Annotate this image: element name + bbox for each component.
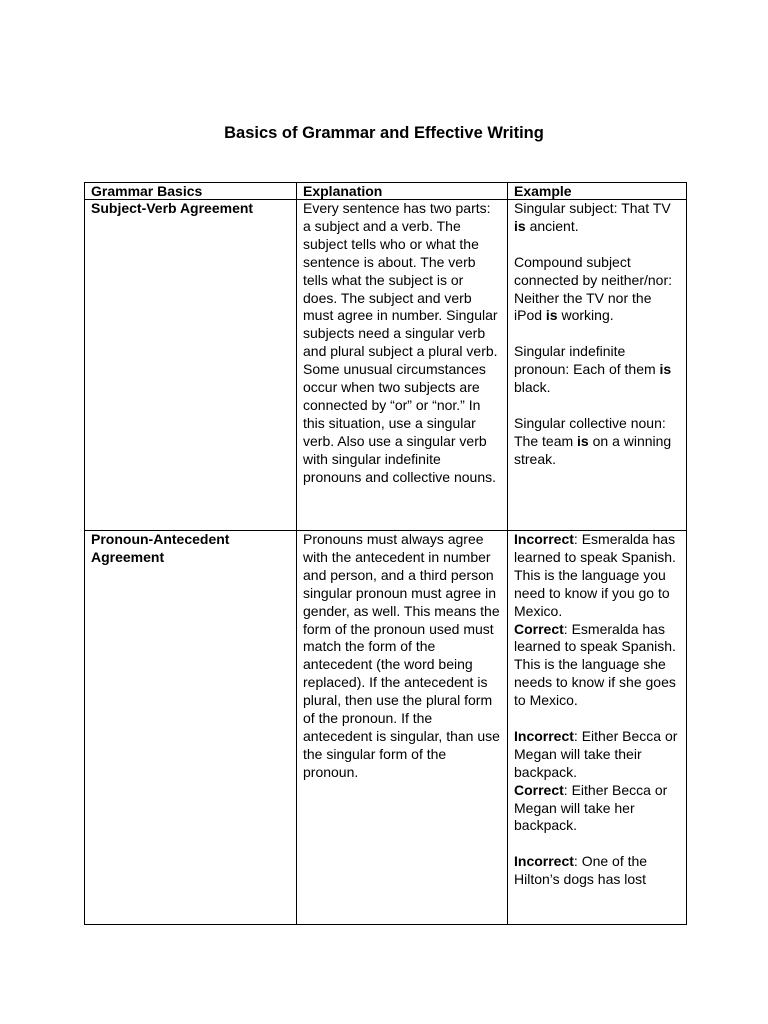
example-emphasis: Correct — [514, 781, 564, 798]
example-spacer — [514, 710, 680, 728]
example-fragment: Singular indefinite pronoun: Each of them — [514, 343, 660, 378]
example-emphasis: is — [577, 432, 589, 449]
example-fragment: : Esmeralda has learned to speak Spanish. This is the language you need to know if you go to Mexico. — [514, 531, 676, 619]
example-spacer — [514, 397, 680, 415]
example-text — [514, 782, 680, 836]
example-spacer — [514, 325, 680, 343]
example-text — [514, 200, 680, 236]
example-text — [514, 853, 680, 889]
example-fragment: Singular subject: That TV — [514, 200, 671, 216]
term-cell — [85, 531, 297, 925]
example-cell — [508, 531, 687, 925]
example-text — [514, 621, 680, 711]
example-emphasis: Correct — [514, 620, 564, 637]
example-fragment: : Esmeralda has learned to speak Spanish. This is the language she needs to know if she goes to Mexico. — [514, 620, 676, 709]
example-emphasis: is — [514, 217, 526, 234]
example-list — [514, 200, 680, 469]
example-fragment: : One of the Hilton’s dogs has lost — [514, 853, 648, 888]
column-header-grammar-basics: Grammar Basics — [85, 183, 297, 200]
term-cell — [85, 200, 297, 531]
example-emphasis: Incorrect — [514, 531, 574, 547]
example-fragment: Singular collective noun: The team — [514, 414, 666, 449]
explanation-cell: Every sentence has two parts: a subject and a verb. The subject tells who or what the sentence is about. The verb tells what the subject is or does. The subject and verb must agree in number. Singular subjects need a singular verb and plural subject a plural verb. Some unusual circumstances occur when two subjects are connected by “or” or “nor.” In this situation, use a singular verb. Also use a singular verb with singular indefinite pronouns and collective nouns. — [297, 200, 508, 531]
example-fragment: : Either Becca or Megan will take her backpack. — [514, 781, 668, 834]
example-fragment: black. — [514, 379, 551, 396]
example-fragment: working. — [557, 307, 614, 324]
term-subject-verb-agreement: Subject-Verb Agreement — [91, 200, 254, 216]
example-emphasis: Incorrect — [514, 853, 574, 870]
example-cell — [508, 200, 687, 531]
explanation-cell: Pronouns must always agree with the antecedent in number and person, and a third person singular pronoun must agree in gender, as well. This means the form of the pronoun used must match the form of the antecedent (the word being replaced). If the antecedent is plural, then use the plural form of the pronoun. If the antecedent is singular, than use the singular form of the pronoun. — [297, 531, 508, 925]
example-text — [514, 415, 680, 469]
example-fragment: : Either Becca or Megan will take their backpack. — [514, 727, 678, 780]
example-text — [514, 343, 680, 397]
example-fragment: on a winning streak. — [514, 432, 672, 467]
example-emphasis: is — [545, 307, 558, 324]
column-header-example: Example — [508, 183, 687, 200]
table-header-row — [85, 183, 687, 200]
example-list — [514, 531, 680, 889]
example-emphasis: is — [659, 361, 672, 378]
example-spacer — [514, 236, 680, 254]
example-text — [514, 728, 680, 782]
example-spacer — [514, 835, 680, 853]
grammar-table — [84, 182, 687, 925]
term-pronoun-antecedent-agreement: Pronoun-Antecedent Agreement — [91, 531, 230, 565]
example-emphasis: Incorrect — [514, 727, 574, 744]
example-text — [514, 254, 680, 326]
example-fragment: Compound subject connected by neither/nor: Neither the TV nor the iPod — [514, 253, 672, 324]
example-fragment: ancient. — [525, 217, 579, 234]
table-row — [85, 200, 687, 531]
page-title: Basics of Grammar and Effective Writing — [224, 124, 544, 142]
example-text — [514, 531, 680, 621]
table-row — [85, 531, 687, 925]
column-header-explanation: Explanation — [297, 183, 508, 200]
